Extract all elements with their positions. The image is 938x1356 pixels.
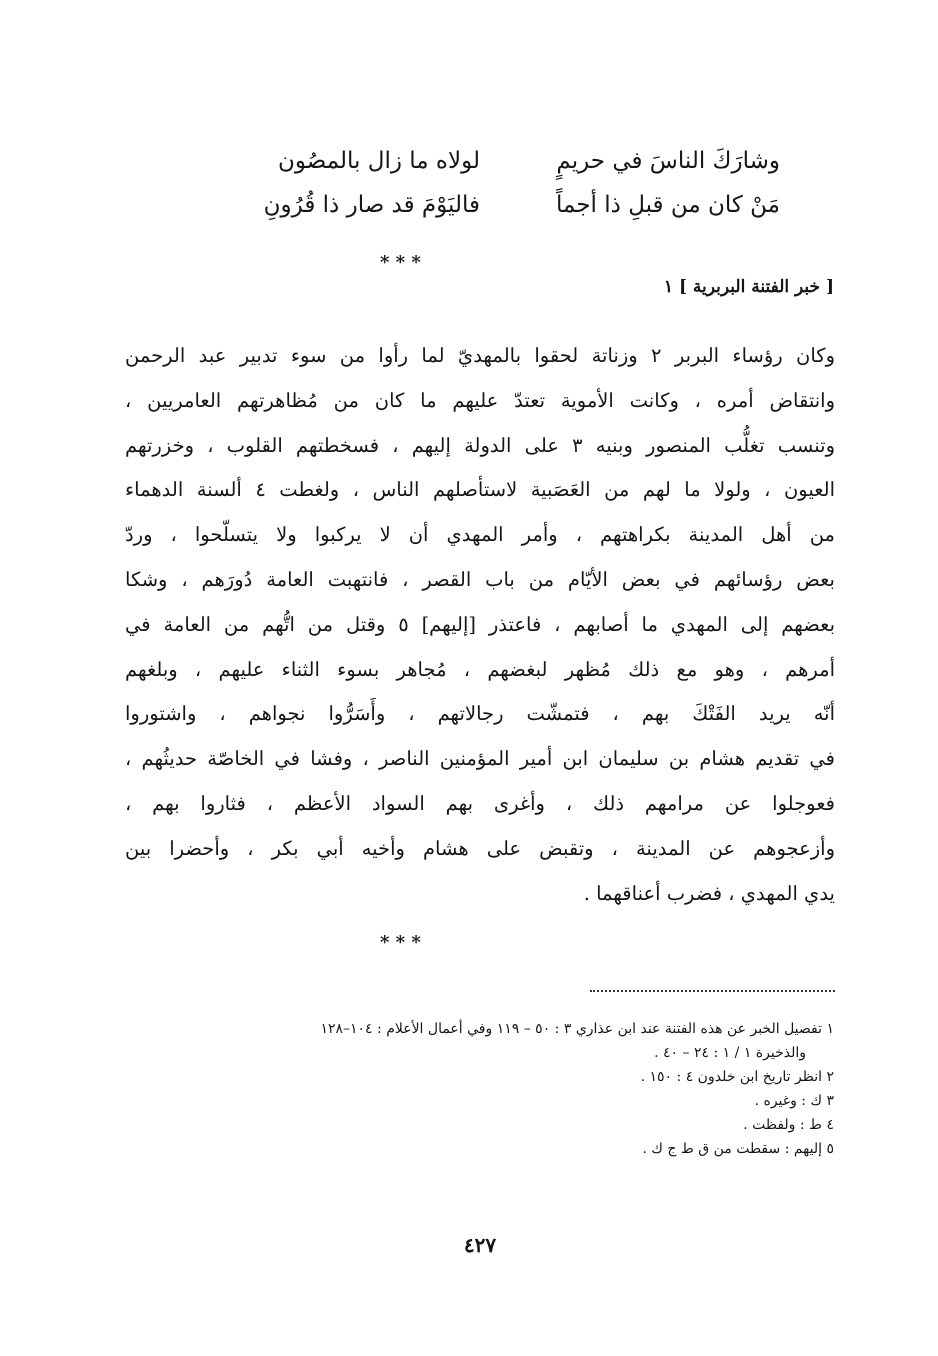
body-line: العيون ، ولولا ما لهم من العَصَبية لاستأصلهم الناس ، ولغطت ٤ ألسنة الدهماء bbox=[125, 478, 835, 502]
body-line: من أهل المدينة بكراهتهم ، وأمر المهدي أن لا يركبوا ولا يتسلّحوا ، وردّ bbox=[125, 523, 835, 547]
verse-hemistich: مَنْ كان من قبلِ ذا أجماً bbox=[556, 192, 780, 218]
body-line: بعض رؤسائهم في بعض الأيّام من باب القصر ، فانتهبت العامة دُورَهم ، وشكا bbox=[125, 567, 835, 591]
footnote: ٤ ط : ولفظت . bbox=[743, 1117, 834, 1133]
verse-hemistich: لولاه ما زال بالمصُون bbox=[278, 148, 480, 174]
body-line: وأزعجوهم عن المدينة ، وتقبض على هشام وأخيه أبي بكر ، وأحضرا بين bbox=[125, 836, 835, 860]
section-separator: * * * bbox=[380, 932, 421, 953]
body-line: وتنسب تغلُّب المنصور وبنيه ٣ على الدولة إليهم ، فسخطتهم القلوب ، وخزرتهم bbox=[125, 433, 835, 457]
page-number: ٤٢٧ bbox=[463, 1233, 497, 1257]
body-line: يدي المهدي ، فضرب أعناقهما . bbox=[583, 881, 835, 905]
footnote: ١ تفصيل الخبر عن هذه الفتنة عند ابن عذاري ٣ : ٥٠ – ١١٩ وفي أعمال الأعلام : ١٠٤–١٢٨ bbox=[320, 1021, 834, 1037]
footnote-divider bbox=[590, 990, 835, 992]
footnote: ٢ انظر تاريخ ابن خلدون ٤ : ١٥٠ . bbox=[640, 1069, 834, 1085]
body-line: أمرهم ، وهو مع ذلك مُظهر لبغضهم ، مُجاهر بسوء الثناء عليهم ، وبلغهم bbox=[125, 657, 835, 681]
footnote: ٥ إليهم : سقطت من ق ط ج ك . bbox=[642, 1141, 834, 1157]
body-text bbox=[125, 334, 835, 916]
section-heading: [ خبر الفتنة البربرية ] ١ bbox=[663, 277, 834, 297]
body-line: بعضهم إلى المهدي ما أصابهم ، فاعتذر [إليهم] ٥ وقتل من اتُّهم من العامة في bbox=[125, 612, 835, 636]
body-line: في تقديم هشام بن سليمان ابن أمير المؤمنين الناصر ، وفشا في الخاصّة حديثُهم ، bbox=[125, 747, 835, 771]
body-line: فعوجلوا عن مرامهم ذلك ، وأغرى بهم السواد الأعظم ، فثاروا بهم ، bbox=[125, 791, 835, 815]
footnote-continuation: والذخيرة ١ / ١ : ٢٤ – ٤٠ . bbox=[654, 1045, 806, 1061]
section-separator: * * * bbox=[380, 252, 421, 273]
verse-hemistich: فاليَوْمَ قد صار ذا قُرُونِ bbox=[263, 192, 480, 218]
footnotes bbox=[124, 1017, 834, 1161]
body-line: وانتقاض أمره ، وكانت الأموية تعتدّ عليهم ما كان من مُظاهرتهم العامريين ، bbox=[125, 388, 835, 412]
footnote: ٣ ك : وغيره . bbox=[754, 1093, 834, 1109]
body-line: أنّه يريد الفَتْكَ بهم ، فتمشّت رجالاتهم ، وأَسَرُّوا نجواهم ، واشتوروا bbox=[125, 702, 835, 726]
body-line: وكان رؤساء البربر ٢ وزناتة لحقوا بالمهديّ لما رأوا من سوء تدبير عبد الرحمن bbox=[125, 344, 836, 367]
verse-hemistich: وشارَكَ الناسَ في حريمٍ bbox=[556, 148, 780, 174]
